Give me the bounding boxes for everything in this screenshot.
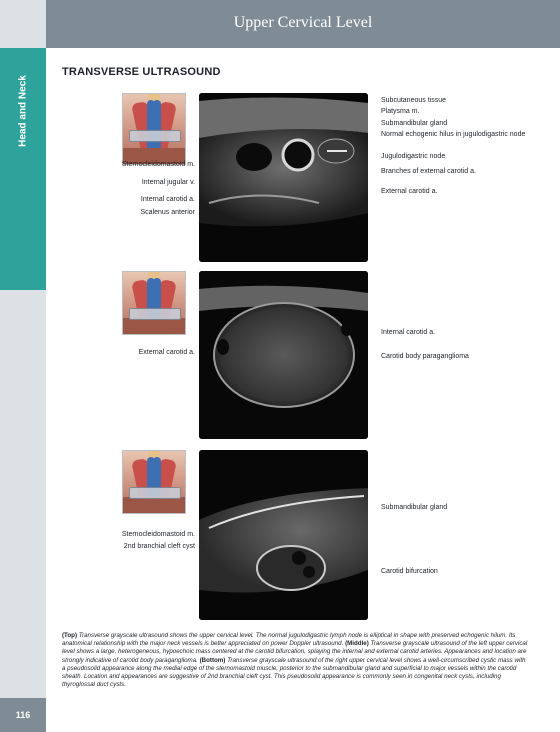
anatomy-thumbnail-middle: [122, 271, 186, 335]
transducer-icon: [129, 308, 181, 320]
label-branches-ecca: Branches of external carotid a.: [381, 168, 476, 175]
label-sternocleidomastoid: Sternocleidomastoid m.: [121, 161, 195, 168]
label-jugulodigastric: Jugulodigastric node: [381, 153, 446, 160]
header-bar: [46, 0, 560, 48]
chapter-tab-label: Head and Neck: [17, 75, 29, 147]
label-submandibular-top: Submandibular gland: [381, 120, 448, 127]
caption-bottom-tag: (Bottom): [199, 656, 226, 664]
label-internal-jugular: Internal jugular v.: [141, 179, 195, 186]
ultrasound-image-bottom: [199, 450, 368, 620]
caption-top-text: Transverse grayscale ultrasound shows the upper cervical level. The normal jugulodigastric lymph node is elliptical in shape with preserved echogenic hilum. Its anatomical relationship with the major neck vessels is better appreciated on power Doppler ultrasound.: [62, 632, 516, 648]
label-paraganglioma: Carotid body paraganglioma: [381, 353, 469, 360]
page-header-title: Upper Cervical Level: [233, 14, 373, 31]
page-number-box: [0, 698, 46, 732]
chapter-tab: [0, 48, 46, 290]
label-sternocleidomastoid-bottom: Sternocleidomastoid m.: [121, 531, 195, 538]
figure-caption: [62, 632, 528, 689]
label-echogenic-hilus: Normal echogenic hilus in jugulodigastric node: [381, 131, 526, 138]
label-external-carotid-middle: External carotid a.: [138, 349, 195, 356]
label-carotid-bifurcation: Carotid bifurcation: [381, 568, 438, 575]
caption-top-tag: (Top): [62, 632, 77, 639]
left-margin-column: [0, 0, 46, 732]
transducer-icon: [129, 130, 181, 142]
label-internal-carotid: Internal carotid a.: [140, 196, 195, 203]
anatomy-thumbnail-bottom: [122, 450, 186, 514]
ultrasound-image-top: [199, 93, 368, 262]
ultrasound-image-middle: [199, 271, 368, 439]
transducer-icon: [129, 487, 181, 499]
label-submandibular-bottom: Submandibular gland: [381, 504, 448, 511]
caption-bottom-text: Transverse grayscale ultrasound of the right upper cervical level shows a well-circumscribed cystic mass with a pseudosolid appearance along the medial edge of the sternomastoid muscle, posterior to the submandibular gland and superficial to major vessels within the carotid sheath. Location and appearances are suggestive of 2nd branchial cleft cyst. This pseudosolid appearance is commonly seen in congenital neck cysts, including thyroglossal duct cysts.: [62, 656, 526, 689]
label-branchial-cleft-cyst: 2nd branchial cleft cyst: [123, 543, 195, 550]
label-external-carotid-top: External carotid a.: [381, 188, 438, 195]
section-title: TRANSVERSE ULTRASOUND: [62, 66, 221, 78]
label-scalenus-anterior: Scalenus anterior: [140, 209, 195, 216]
caption-middle-text: Transverse grayscale ultrasound of the left upper cervical level shows a large, heterogeneous, hypoechoic mass centered at the carotid bifurcation, splaying the internal and external carotid arteries. Appearances and location are strongly indicative of carotid body paraganglioma.: [62, 640, 528, 664]
label-platysma: Platysma m.: [381, 108, 420, 115]
page-number: 116: [15, 710, 31, 720]
label-subcutaneous: Subcutaneous tissue: [381, 97, 446, 104]
caption-middle-tag: (Middle): [345, 640, 369, 648]
anatomy-thumbnail-top: [122, 93, 186, 165]
label-internal-carotid-middle: Internal carotid a.: [381, 329, 436, 336]
